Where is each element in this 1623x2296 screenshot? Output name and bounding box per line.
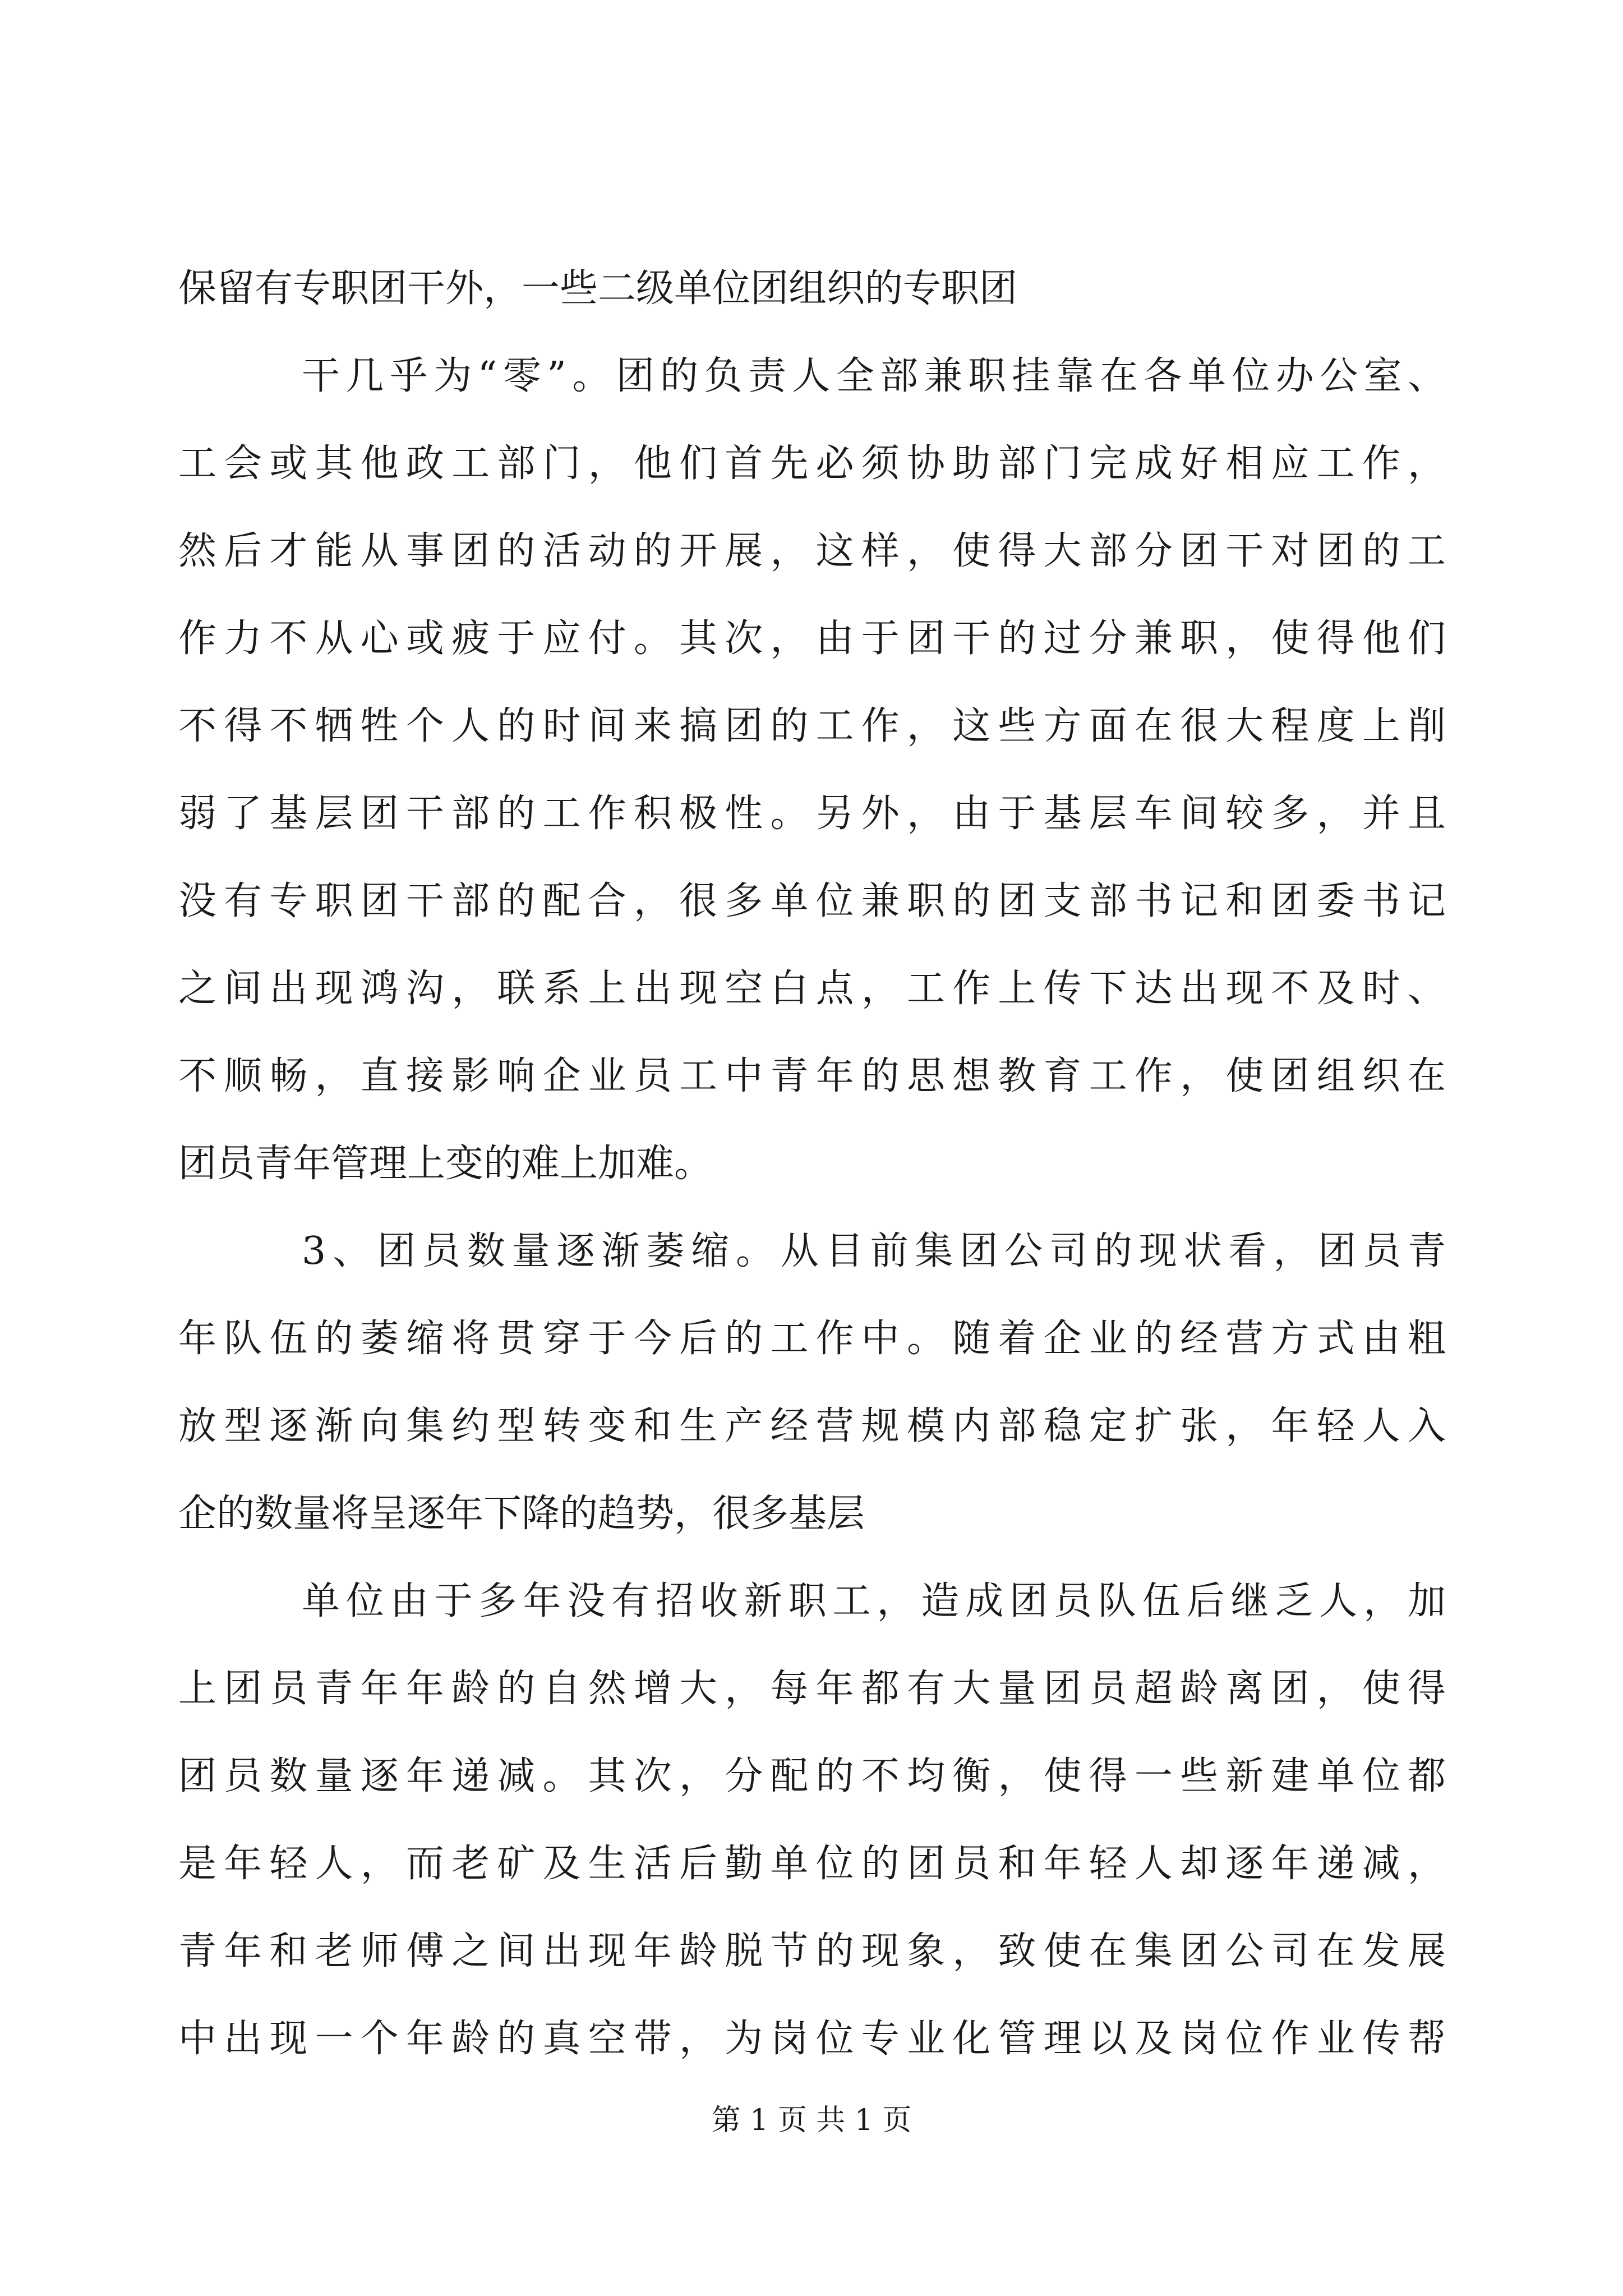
text-line: 放型逐渐向集约型转变和生产经营规模内部稳定扩张，年轻人入: [178, 1404, 1446, 1448]
text-line: 干几乎为“零”。团的负责人全部兼职挂靠在各单位办公室、: [302, 354, 1446, 398]
text-line: 上团员青年年龄的自然增大，每年都有大量团员超龄离团，使得: [178, 1667, 1446, 1711]
text-line: 年队伍的萎缩将贯穿于今后的工作中。随着企业的经营方式由粗: [178, 1317, 1446, 1361]
text-line: 不顺畅，直接影响企业员工中青年的思想教育工作，使团组织在: [178, 1054, 1446, 1098]
text-line: 团员青年管理上变的难上加难。: [178, 1142, 713, 1186]
text-line: 企的数量将呈逐年下降的趋势，很多基层: [178, 1492, 865, 1536]
text-line: 工会或其他政工部门，他们首先必须协助部门完成好相应工作，: [178, 441, 1446, 486]
text-line: 中出现一个年龄的真空带，为岗位专业化管理以及岗位作业传帮: [178, 2017, 1446, 2061]
text-line: 是年轻人，而老矿及生活后勤单位的团员和年轻人却逐年递减，: [178, 1842, 1446, 1886]
page-footer: 第 1 页 共 1 页: [711, 2104, 912, 2137]
text-line: 弱了基层团干部的工作积极性。另外，由于基层车间较多，并且: [178, 792, 1446, 836]
text-line: 保留有专职团干外，一些二级单位团组织的专职团: [178, 266, 1018, 311]
text-line: 3、团员数量逐渐萎缩。从目前集团公司的现状看，团员青: [302, 1229, 1446, 1273]
text-line: 青年和老师傅之间出现年龄脱节的现象，致使在集团公司在发展: [178, 1929, 1446, 1973]
text-line: 作力不从心或疲于应付。其次，由于团干的过分兼职，使得他们: [178, 616, 1446, 661]
text-line: 然后才能从事团的活动的开展，这样，使得大部分团干对团的工: [178, 529, 1446, 573]
text-line: 团员数量逐年递减。其次，分配的不均衡，使得一些新建单位都: [178, 1754, 1446, 1798]
text-line: 没有专职团干部的配合，很多单位兼职的团支部书记和团委书记: [178, 879, 1446, 923]
text-line: 不得不牺牲个人的时间来搞团的工作，这些方面在很大程度上削: [178, 704, 1446, 748]
text-line: 单位由于多年没有招收新职工，造成团员队伍后继乏人，加: [302, 1579, 1446, 1623]
text-line: 之间出现鸿沟，联系上出现空白点，工作上传下达出现不及时、: [178, 967, 1446, 1011]
